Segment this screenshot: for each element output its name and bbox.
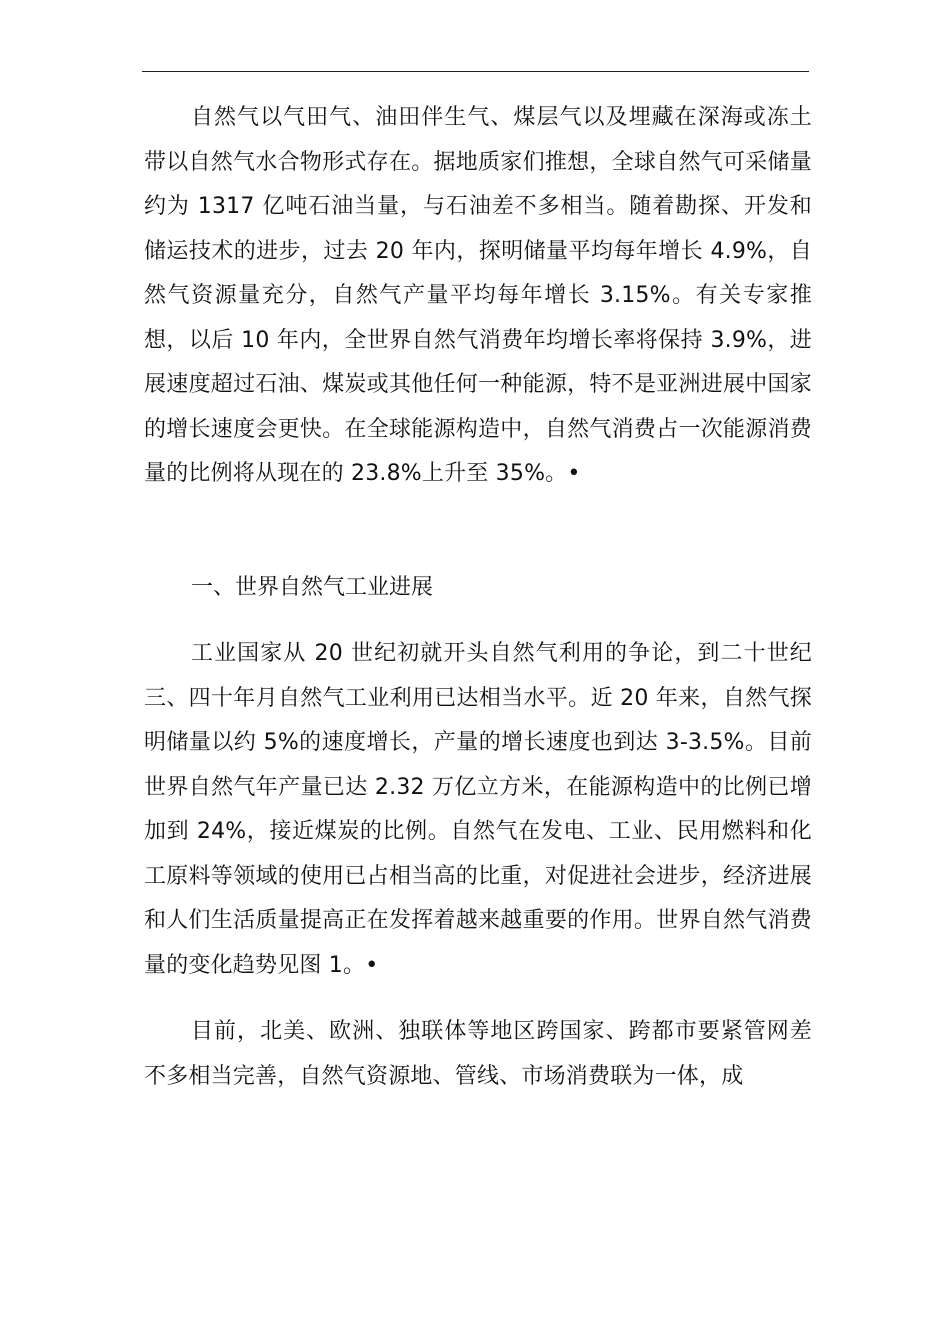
body-paragraph-3: 目前，北美、欧洲、独联体等地区跨国家、跨都市要紧管网差不多相当完善，自然气资源地、管线、市场消费联为一体，成 [144,1019,812,1089]
body-paragraph-2: 工业国家从 20 世纪初就开头自然气利用的争论，到二十世纪三、四十年月自然气工业利用已达相当水平。近 20 年来，自然气探明储量以约 5%的速度增长，产量的增长速度也到达 3-3.5%。目前世界自然气年产量已达 2.32 万亿立方米，在能源构造中的比例已增加到 24%，接近煤炭的比例。自然气在发电、工业、民用燃料和化工原料等领域的使用已占相当高的比重，对促进社会进步，经济进展和人们生活质量提高正在发挥着越来越重要的作用。世界自然气消费量的变化趋势见图 1。• [144,641,812,978]
section-heading: 一、世界自然气工业进展 [191,575,434,600]
body-paragraph-1: 自然气以气田气、油田伴生气、煤层气以及埋藏在深海或冻土带以自然气水合物形式存在。据地质家们推想，全球自然气可采储量约为 1317 亿吨石油当量，与石油差不多相当。随着勘探、开发和储运技术的进步，过去 20 年内，探明储量平均每年增长 4.9%，自然气资源量充分，自然气产量平均每年增长 3.15%。有关专家推想，以后 10 年内，全世界自然气消费年均增长率将保持 3.9%，进展速度超过石油、煤炭或其他任何一种能源，特不是亚洲进展中国家的增长速度会更快。在全球能源构造中，自然气消费占一次能源消费量的比例将从现在的 23.8%上升至 35%。• [144,105,812,486]
header-rule [142,71,809,72]
